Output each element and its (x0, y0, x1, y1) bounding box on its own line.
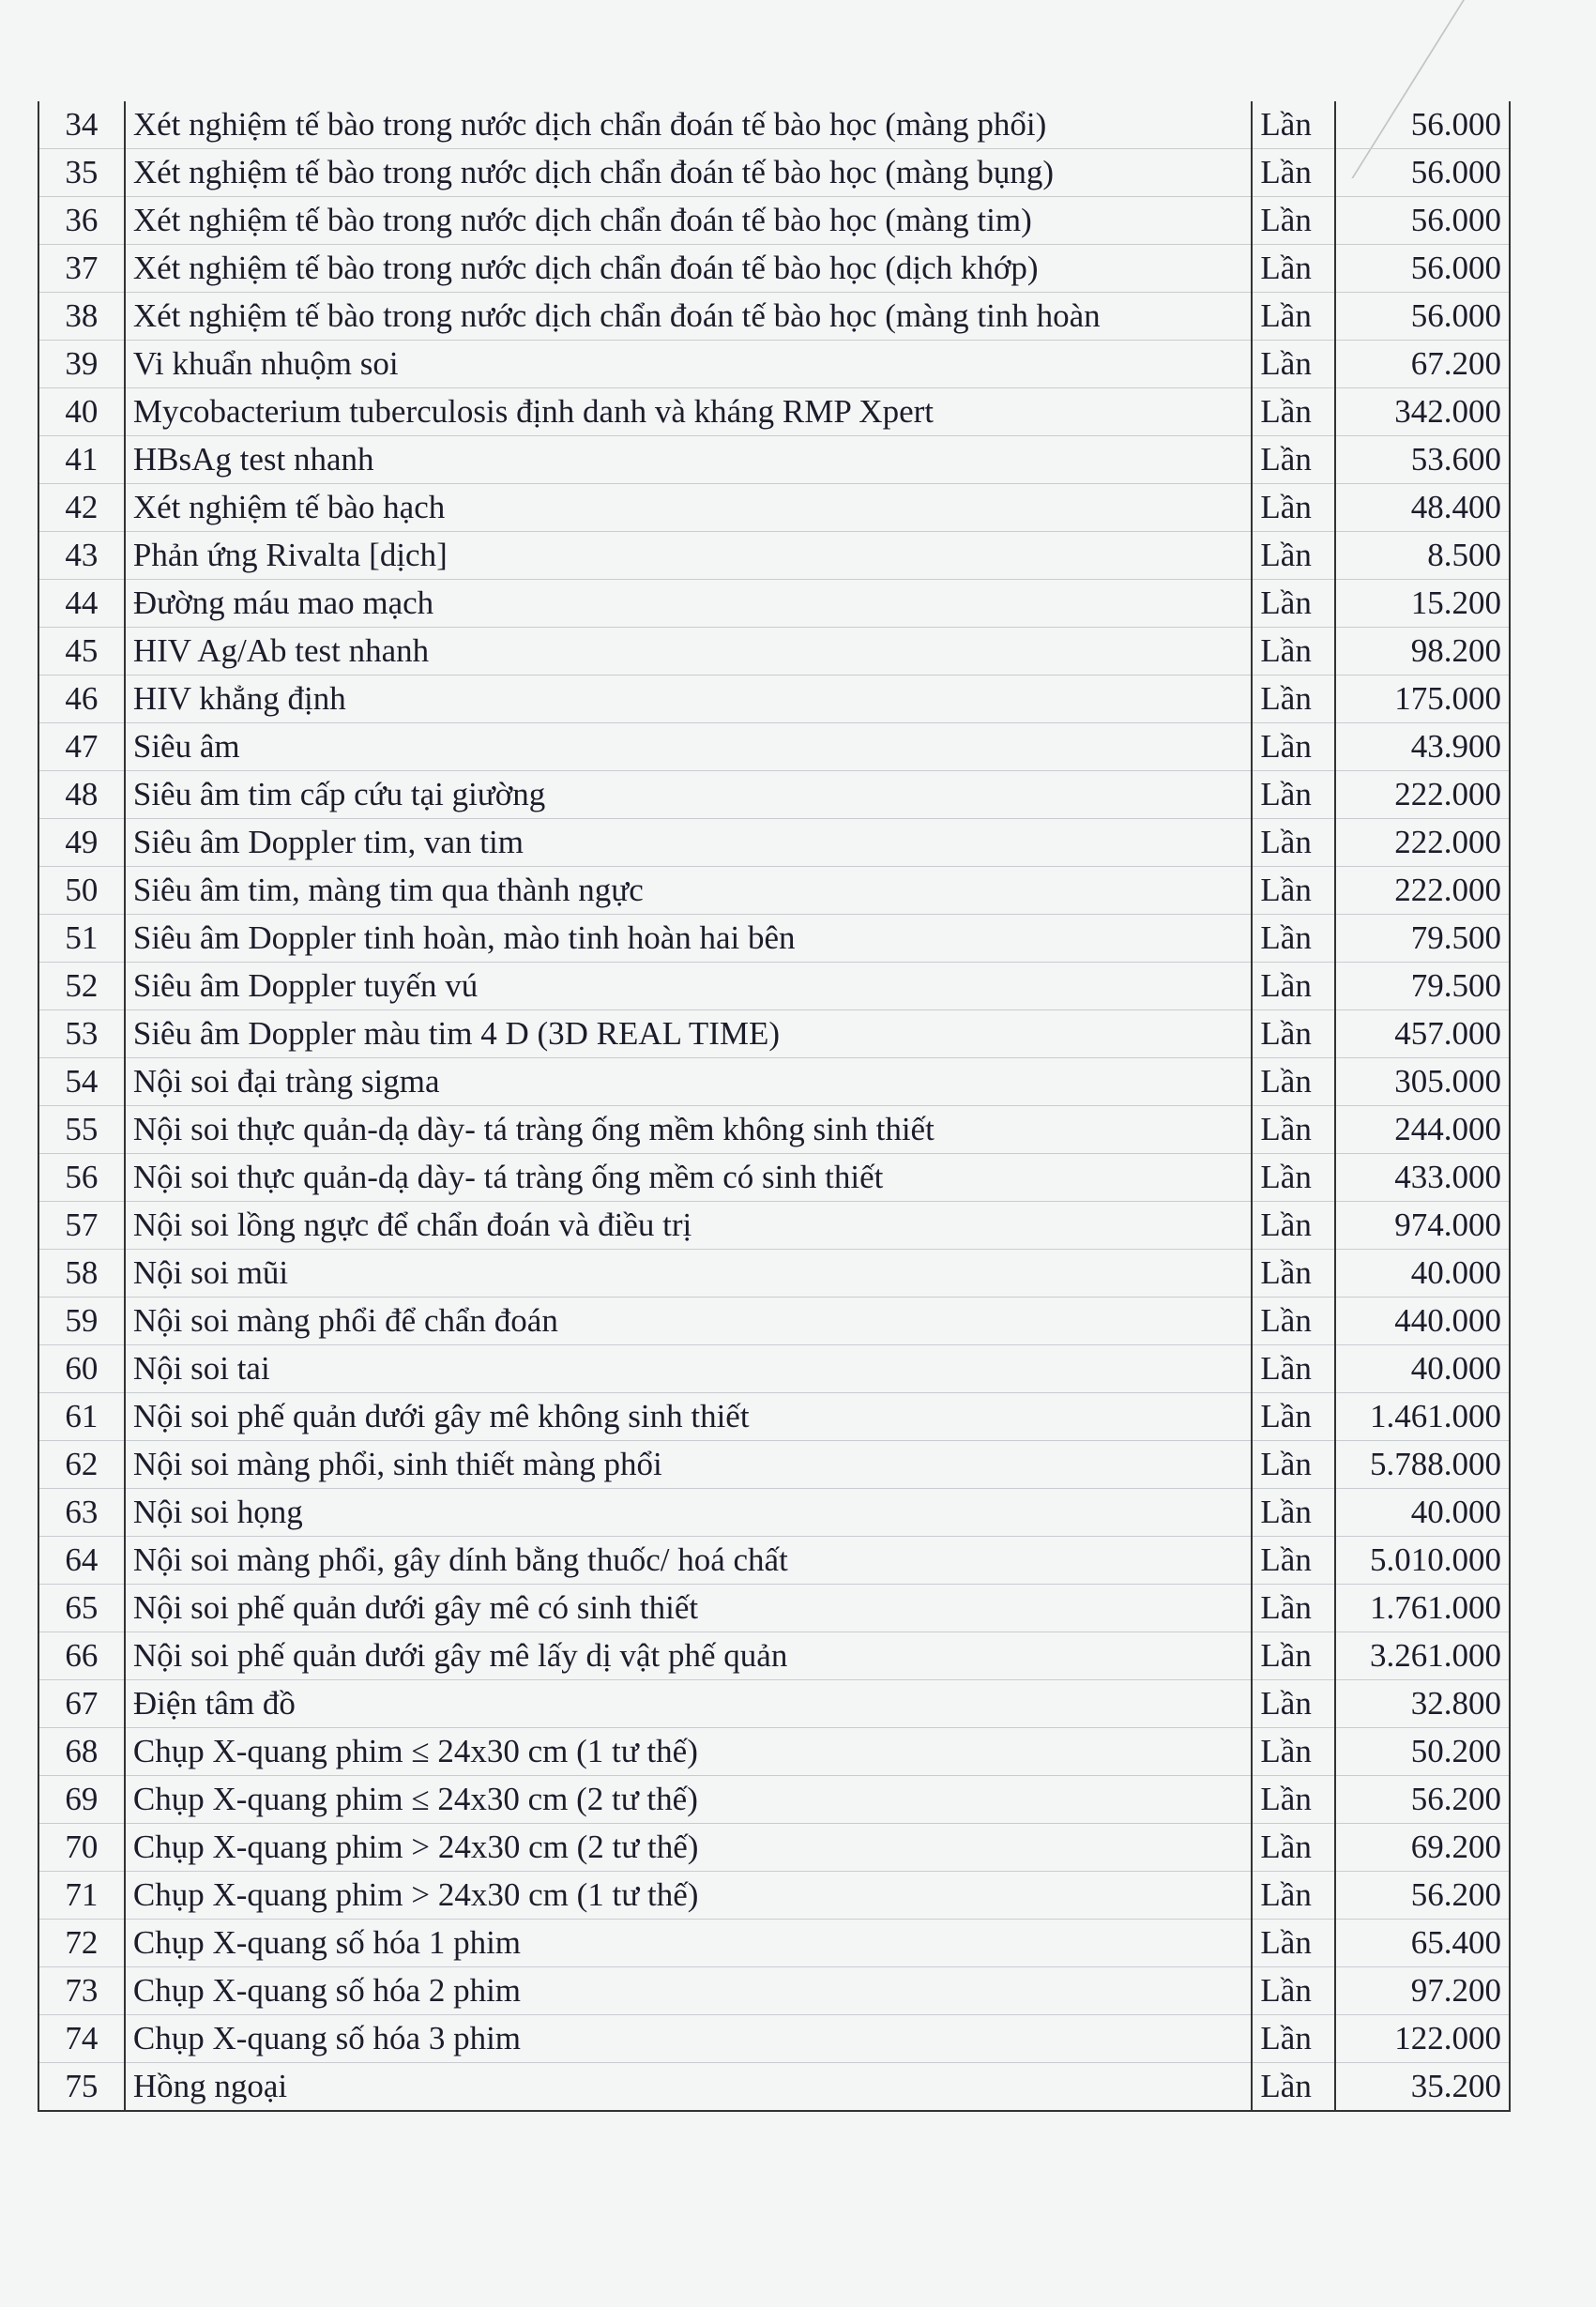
service-name: Chụp X-quang phim ≤ 24x30 cm (1 tư thế) (125, 1728, 1253, 1776)
service-name: Xét nghiệm tế bào trong nước dịch chẩn đoán tế bào học (màng bụng) (125, 149, 1253, 197)
unit-cell: Lần (1252, 867, 1335, 915)
unit-cell: Lần (1252, 1489, 1335, 1537)
table-row (38, 915, 1510, 963)
row-number: 46 (38, 675, 125, 723)
row-number: 43 (38, 532, 125, 580)
table-row (38, 436, 1510, 484)
unit-cell: Lần (1252, 2063, 1335, 2112)
unit-cell: Lần (1252, 484, 1335, 532)
service-name: Chụp X-quang phim > 24x30 cm (1 tư thế) (125, 1872, 1253, 1920)
price-cell: 5.010.000 (1335, 1537, 1510, 1585)
table-row (38, 1250, 1510, 1298)
price-cell: 15.200 (1335, 580, 1510, 628)
table-row (38, 963, 1510, 1010)
row-number: 47 (38, 723, 125, 771)
unit-cell: Lần (1252, 1441, 1335, 1489)
service-name: Phản ứng Rivalta [dịch] (125, 532, 1253, 580)
row-number: 64 (38, 1537, 125, 1585)
service-name: Điện tâm đồ (125, 1680, 1253, 1728)
service-name: Nội soi phế quản dưới gây mê có sinh thiết (125, 1585, 1253, 1632)
service-name: Chụp X-quang số hóa 3 phim (125, 2015, 1253, 2063)
service-name: Vi khuẩn nhuộm soi (125, 341, 1253, 388)
price-cell: 122.000 (1335, 2015, 1510, 2063)
unit-cell: Lần (1252, 963, 1335, 1010)
price-cell: 457.000 (1335, 1010, 1510, 1058)
table-row (38, 1680, 1510, 1728)
price-cell: 40.000 (1335, 1489, 1510, 1537)
table-row (38, 819, 1510, 867)
table-row (38, 1058, 1510, 1106)
price-cell: 433.000 (1335, 1154, 1510, 1202)
price-cell: 56.200 (1335, 1776, 1510, 1824)
service-name: Nội soi phế quản dưới gây mê lấy dị vật phế quản (125, 1632, 1253, 1680)
unit-cell: Lần (1252, 1920, 1335, 1967)
price-cell: 3.261.000 (1335, 1632, 1510, 1680)
unit-cell: Lần (1252, 388, 1335, 436)
price-cell: 56.000 (1335, 149, 1510, 197)
price-cell: 175.000 (1335, 675, 1510, 723)
unit-cell: Lần (1252, 580, 1335, 628)
table-row (38, 2063, 1510, 2112)
row-number: 70 (38, 1824, 125, 1872)
unit-cell: Lần (1252, 1967, 1335, 2015)
price-cell: 56.000 (1335, 293, 1510, 341)
service-name: Nội soi phế quản dưới gây mê không sinh thiết (125, 1393, 1253, 1441)
service-name: Nội soi tai (125, 1345, 1253, 1393)
price-cell: 40.000 (1335, 1250, 1510, 1298)
service-name: Nội soi họng (125, 1489, 1253, 1537)
price-cell: 69.200 (1335, 1824, 1510, 1872)
row-number: 39 (38, 341, 125, 388)
price-cell: 5.788.000 (1335, 1441, 1510, 1489)
service-name: Siêu âm (125, 723, 1253, 771)
unit-cell: Lần (1252, 2015, 1335, 2063)
price-cell: 79.500 (1335, 915, 1510, 963)
service-name: Chụp X-quang số hóa 2 phim (125, 1967, 1253, 2015)
row-number: 42 (38, 484, 125, 532)
price-cell: 440.000 (1335, 1298, 1510, 1345)
row-number: 49 (38, 819, 125, 867)
unit-cell: Lần (1252, 1632, 1335, 1680)
unit-cell: Lần (1252, 1298, 1335, 1345)
service-name: Mycobacterium tuberculosis định danh và kháng RMP Xpert (125, 388, 1253, 436)
service-name: Xét nghiệm tế bào trong nước dịch chẩn đoán tế bào học (màng tim) (125, 197, 1253, 245)
table-row (38, 723, 1510, 771)
service-name: HBsAg test nhanh (125, 436, 1253, 484)
price-cell: 244.000 (1335, 1106, 1510, 1154)
service-name: Nội soi thực quản-dạ dày- tá tràng ống mềm không sinh thiết (125, 1106, 1253, 1154)
unit-cell: Lần (1252, 1010, 1335, 1058)
price-cell: 40.000 (1335, 1345, 1510, 1393)
table-row (38, 580, 1510, 628)
unit-cell: Lần (1252, 1202, 1335, 1250)
table-row (38, 1967, 1510, 2015)
service-name: Siêu âm tim cấp cứu tại giường (125, 771, 1253, 819)
row-number: 71 (38, 1872, 125, 1920)
unit-cell: Lần (1252, 341, 1335, 388)
service-name: Nội soi màng phổi, sinh thiết màng phổi (125, 1441, 1253, 1489)
row-number: 48 (38, 771, 125, 819)
row-number: 58 (38, 1250, 125, 1298)
unit-cell: Lần (1252, 1585, 1335, 1632)
table-row (38, 1441, 1510, 1489)
service-name: Nội soi đại tràng sigma (125, 1058, 1253, 1106)
row-number: 54 (38, 1058, 125, 1106)
row-number: 50 (38, 867, 125, 915)
price-cell: 222.000 (1335, 819, 1510, 867)
row-number: 60 (38, 1345, 125, 1393)
service-name: Nội soi màng phổi để chẩn đoán (125, 1298, 1253, 1345)
price-cell: 342.000 (1335, 388, 1510, 436)
unit-cell: Lần (1252, 1776, 1335, 1824)
table-row (38, 532, 1510, 580)
service-name: Xét nghiệm tế bào trong nước dịch chẩn đoán tế bào học (màng phổi) (125, 101, 1253, 149)
table-row (38, 1824, 1510, 1872)
table-row (38, 1298, 1510, 1345)
row-number: 41 (38, 436, 125, 484)
table-row (38, 341, 1510, 388)
unit-cell: Lần (1252, 101, 1335, 149)
table-row (38, 245, 1510, 293)
table-row (38, 1345, 1510, 1393)
row-number: 44 (38, 580, 125, 628)
row-number: 73 (38, 1967, 125, 2015)
table-row (38, 1728, 1510, 1776)
service-name: Xét nghiệm tế bào trong nước dịch chẩn đoán tế bào học (màng tinh hoàn (125, 293, 1253, 341)
row-number: 38 (38, 293, 125, 341)
table-row (38, 867, 1510, 915)
unit-cell: Lần (1252, 149, 1335, 197)
row-number: 53 (38, 1010, 125, 1058)
unit-cell: Lần (1252, 197, 1335, 245)
unit-cell: Lần (1252, 436, 1335, 484)
table-row (38, 388, 1510, 436)
price-cell: 67.200 (1335, 341, 1510, 388)
unit-cell: Lần (1252, 1058, 1335, 1106)
price-cell: 32.800 (1335, 1680, 1510, 1728)
row-number: 65 (38, 1585, 125, 1632)
table-row (38, 2015, 1510, 2063)
row-number: 72 (38, 1920, 125, 1967)
price-cell: 65.400 (1335, 1920, 1510, 1967)
table-row (38, 1010, 1510, 1058)
price-cell: 50.200 (1335, 1728, 1510, 1776)
service-name: Siêu âm Doppler tuyến vú (125, 963, 1253, 1010)
row-number: 45 (38, 628, 125, 675)
table-row (38, 771, 1510, 819)
row-number: 52 (38, 963, 125, 1010)
price-cell: 1.761.000 (1335, 1585, 1510, 1632)
price-cell: 56.000 (1335, 197, 1510, 245)
row-number: 59 (38, 1298, 125, 1345)
unit-cell: Lần (1252, 628, 1335, 675)
unit-cell: Lần (1252, 723, 1335, 771)
unit-cell: Lần (1252, 1728, 1335, 1776)
service-name: Nội soi màng phổi, gây dính bằng thuốc/ hoá chất (125, 1537, 1253, 1585)
unit-cell: Lần (1252, 1680, 1335, 1728)
table-row (38, 1489, 1510, 1537)
service-name: Siêu âm Doppler tinh hoàn, mào tinh hoàn hai bên (125, 915, 1253, 963)
price-cell: 1.461.000 (1335, 1393, 1510, 1441)
price-cell: 56.000 (1335, 245, 1510, 293)
unit-cell: Lần (1252, 1250, 1335, 1298)
table-row (38, 101, 1510, 149)
table-row (38, 1920, 1510, 1967)
table-row (38, 1585, 1510, 1632)
service-name: Chụp X-quang phim ≤ 24x30 cm (2 tư thế) (125, 1776, 1253, 1824)
service-name: Siêu âm tim, màng tim qua thành ngực (125, 867, 1253, 915)
row-number: 57 (38, 1202, 125, 1250)
table-row (38, 149, 1510, 197)
row-number: 74 (38, 2015, 125, 2063)
table-row (38, 1537, 1510, 1585)
service-name: Hồng ngoại (125, 2063, 1253, 2112)
service-name: Nội soi mũi (125, 1250, 1253, 1298)
price-cell: 53.600 (1335, 436, 1510, 484)
table-row (38, 484, 1510, 532)
row-number: 75 (38, 2063, 125, 2112)
service-name: Đường máu mao mạch (125, 580, 1253, 628)
row-number: 56 (38, 1154, 125, 1202)
unit-cell: Lần (1252, 915, 1335, 963)
row-number: 55 (38, 1106, 125, 1154)
service-name: Nội soi thực quản-dạ dày- tá tràng ống mềm có sinh thiết (125, 1154, 1253, 1202)
table-row (38, 1872, 1510, 1920)
row-number: 36 (38, 197, 125, 245)
service-name: Xét nghiệm tế bào trong nước dịch chẩn đoán tế bào học (dịch khớp) (125, 245, 1253, 293)
unit-cell: Lần (1252, 1824, 1335, 1872)
unit-cell: Lần (1252, 532, 1335, 580)
service-name: Siêu âm Doppler màu tim 4 D (3D REAL TIME) (125, 1010, 1253, 1058)
table-row (38, 675, 1510, 723)
table-row (38, 1632, 1510, 1680)
table-row (38, 1106, 1510, 1154)
price-cell: 56.200 (1335, 1872, 1510, 1920)
row-number: 51 (38, 915, 125, 963)
price-cell: 305.000 (1335, 1058, 1510, 1106)
row-number: 67 (38, 1680, 125, 1728)
row-number: 40 (38, 388, 125, 436)
table-row (38, 197, 1510, 245)
unit-cell: Lần (1252, 1106, 1335, 1154)
table-row (38, 628, 1510, 675)
price-cell: 8.500 (1335, 532, 1510, 580)
price-cell: 48.400 (1335, 484, 1510, 532)
row-number: 63 (38, 1489, 125, 1537)
table-row (38, 293, 1510, 341)
row-number: 61 (38, 1393, 125, 1441)
row-number: 66 (38, 1632, 125, 1680)
unit-cell: Lần (1252, 771, 1335, 819)
price-cell: 974.000 (1335, 1202, 1510, 1250)
service-name: Chụp X-quang phim > 24x30 cm (2 tư thế) (125, 1824, 1253, 1872)
unit-cell: Lần (1252, 1154, 1335, 1202)
price-cell: 222.000 (1335, 771, 1510, 819)
service-name: Xét nghiệm tế bào hạch (125, 484, 1253, 532)
price-cell: 79.500 (1335, 963, 1510, 1010)
table-row (38, 1393, 1510, 1441)
table-row (38, 1776, 1510, 1824)
price-cell: 43.900 (1335, 723, 1510, 771)
service-name: Chụp X-quang số hóa 1 phim (125, 1920, 1253, 1967)
row-number: 69 (38, 1776, 125, 1824)
row-number: 34 (38, 101, 125, 149)
service-name: HIV khẳng định (125, 675, 1253, 723)
service-name: HIV Ag/Ab test nhanh (125, 628, 1253, 675)
price-cell: 35.200 (1335, 2063, 1510, 2112)
row-number: 35 (38, 149, 125, 197)
service-name: Siêu âm Doppler tim, van tim (125, 819, 1253, 867)
unit-cell: Lần (1252, 1872, 1335, 1920)
row-number: 68 (38, 1728, 125, 1776)
unit-cell: Lần (1252, 1345, 1335, 1393)
table-row (38, 1154, 1510, 1202)
unit-cell: Lần (1252, 1537, 1335, 1585)
price-cell: 98.200 (1335, 628, 1510, 675)
unit-cell: Lần (1252, 293, 1335, 341)
price-table (38, 101, 1511, 2112)
unit-cell: Lần (1252, 1393, 1335, 1441)
row-number: 37 (38, 245, 125, 293)
price-cell: 97.200 (1335, 1967, 1510, 2015)
price-cell: 222.000 (1335, 867, 1510, 915)
row-number: 62 (38, 1441, 125, 1489)
unit-cell: Lần (1252, 819, 1335, 867)
table-row (38, 1202, 1510, 1250)
unit-cell: Lần (1252, 245, 1335, 293)
price-cell: 56.000 (1335, 101, 1510, 149)
service-name: Nội soi lồng ngực để chẩn đoán và điều trị (125, 1202, 1253, 1250)
price-table-body (38, 101, 1510, 2111)
unit-cell: Lần (1252, 675, 1335, 723)
